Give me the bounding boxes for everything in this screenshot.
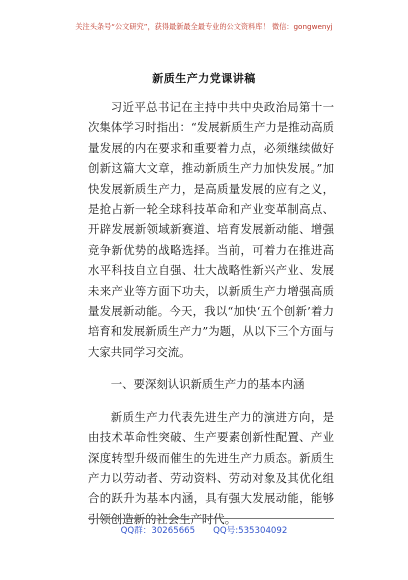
section-paragraph: 新质生产力代表先进生产力的演进方向，是由技术革命性突破、生产要素创新性配置、产业深度转型升级而催生的先进生产力质态。新质生产力以劳动者、劳动资料、劳动对象及其优化组合的跃升为基本内涵，具有强大发展动能，能够引领创造新的社会生产时代。: [88, 409, 334, 526]
section-heading: 一、要深刻认识新质生产力的基本内涵: [110, 377, 305, 392]
document-title: 新质生产力党课讲稿: [152, 72, 256, 85]
footer-qq-number: QQ号:535304092: [213, 526, 288, 536]
document-body: [88, 97, 334, 529]
intro-paragraph: 习近平总书记在主持中共中央政治局第十一次集体学习时指出：“发展新质生产力是推动高质量发展的内在要求和重要着力点，必须继续做好创新这篇大文章，推动新质生产力加快发展。”加快发展新质生产力，是高质量发展的应有之义，是抢占新一轮全球科技革命和产业变革制高点、开辟发展新领域新赛道、培育发展新动能、增强竞争新优势的战略选择。当前，可着力在推进高水平科技自立自强、壮大战略性新兴产业、发展未来产业等方面下功夫，以新质生产力增强高质量发展新动能。今天，我以“加快‘五个创新’着力培育和发展新质生产力”为题，从以下三个方面与大家共同学习交流。: [88, 100, 334, 359]
header-banner: 关注头条号“公文研究”，获得最新最全最专业的公文资料库！ 微信：gongwenyj: [75, 22, 333, 31]
footer-divider: [88, 518, 334, 519]
footer-qq-group: QQ群：30265665: [120, 526, 196, 536]
page-footer: [0, 524, 408, 536]
